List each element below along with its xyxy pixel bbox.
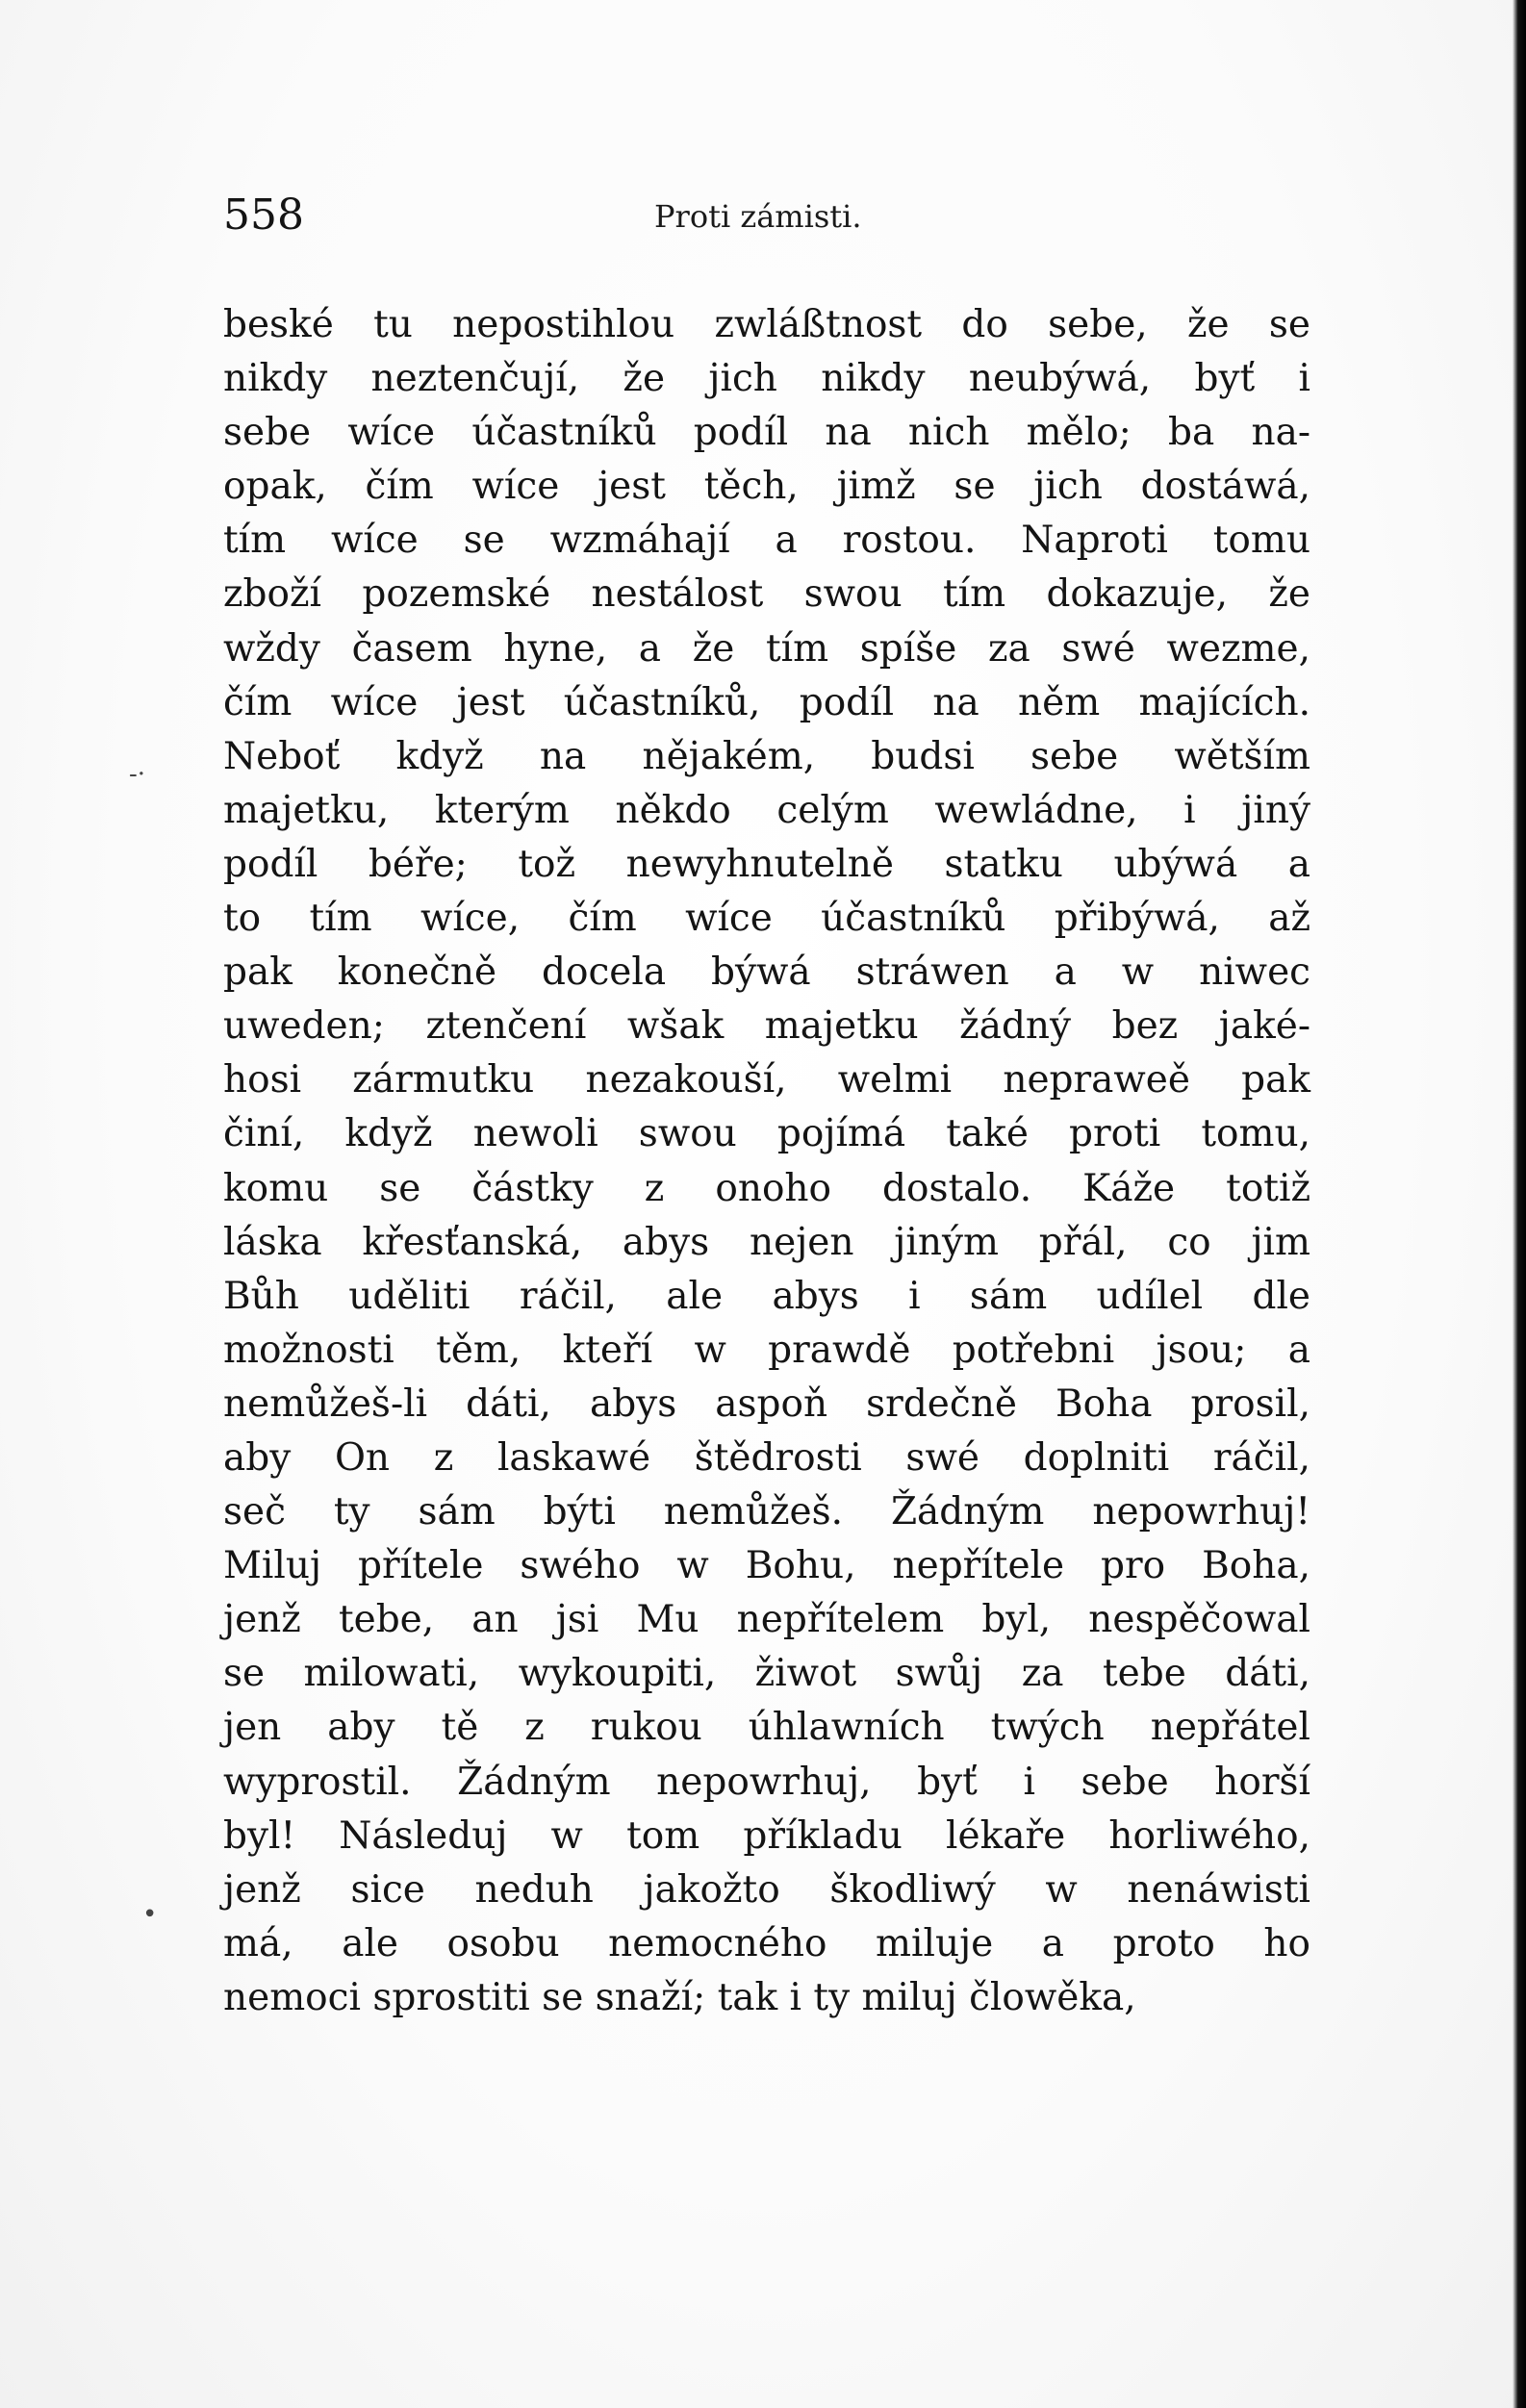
text-line: Neboť když na nějakém, budsi sebe wětším (223, 734, 1310, 778)
body-text (223, 298, 1310, 2025)
text-line: Bůh uděliti ráčil, ale abys i sám udílel dle (223, 1274, 1310, 1318)
text-line: čím wíce jest účastníků, podíl na něm majících. (223, 680, 1310, 724)
text-line: majetku, kterým někdo celým wewládne, i jiný (223, 788, 1310, 832)
text-line: nemoci sprostiti se snaží; tak i ty miluj člowěka, (223, 1975, 1136, 2019)
page-number: 558 (223, 190, 304, 240)
text-line: byl! Následuj w tom příkladu lékaře horliwého, (223, 1813, 1310, 1858)
text-line: se milowati, wykoupiti, žiwot swůj za tebe dáti, (223, 1652, 1310, 1696)
text-line: tím wíce se wzmáhají a rostou. Naproti tomu (223, 519, 1310, 563)
text-line: sebe wíce účastníků podíl na nich mělo; ba na- (223, 411, 1310, 455)
text-line: jen aby tě z rukou úhlawních twých nepřátel (223, 1706, 1310, 1750)
text-line: wždy časem hyne, a že tím spíše za swé wezme, (223, 626, 1310, 671)
text-line: hosi zármutku nezakouší, welmi nepraweě pak (223, 1058, 1310, 1103)
text-line: beské tu nepostihlou zwláßtnost do sebe, že se (223, 303, 1310, 346)
text-line: Miluj přítele swého w Bohu, nepřítele pro Boha, (223, 1544, 1310, 1588)
text-line: činí, když newoli swou pojímá také proti tomu, (223, 1112, 1310, 1156)
text-line: podíl béře; tož newyhnutelně statku ubýwá a (223, 842, 1310, 886)
text-line: seč ty sám býti nemůžeš. Žádným nepowrhuj! (223, 1490, 1310, 1534)
text-line: pak konečně docela býwá stráwen a w niwec (223, 951, 1310, 995)
text-line: zboží pozemské nestálost swou tím dokazuje, že (223, 572, 1310, 617)
text-line: aby On z laskawé štědrosti swé doplniti ráčil, (223, 1435, 1310, 1480)
text-line: komu se částky z onoho dostalo. Káže totiž (223, 1166, 1310, 1210)
page-spine-edge (1513, 0, 1526, 2408)
text-line: nemůžeš-li dáti, abys aspoň srdečně Boha prosil, (223, 1381, 1310, 1426)
margin-mark: • (142, 1900, 158, 1929)
running-title: Proti zámisti. (654, 198, 862, 235)
text-line: uweden; ztenčení wšak majetku žádný bez jaké- (223, 1004, 1310, 1049)
text-line: wyprostil. Žádným nepowrhuj, byť i sebe horší (223, 1760, 1310, 1804)
text-line: možnosti těm, kteří w prawdě potřebni jsou; a (223, 1328, 1310, 1372)
text-line: má, ale osobu nemocného miluje a proto ho (223, 1921, 1310, 1965)
text-line: to tím wíce, čím wíce účastníků přibýwá, až (223, 897, 1310, 941)
text-line: nikdy neztenčují, že jich nikdy neubýwá, byť i (223, 357, 1310, 401)
text-line: opak, čím wíce jest těch, jimž se jich dostáwá, (223, 465, 1310, 509)
margin-mark: -· (129, 760, 146, 789)
text-line: jenž sice neduh jakožto škodliwý w nenáwisti (223, 1867, 1310, 1912)
text-line: láska křesťanská, abys nejen jiným přál, co jim (223, 1220, 1310, 1264)
text-line: jenž tebe, an jsi Mu nepřítelem byl, nespěčowal (223, 1598, 1310, 1642)
